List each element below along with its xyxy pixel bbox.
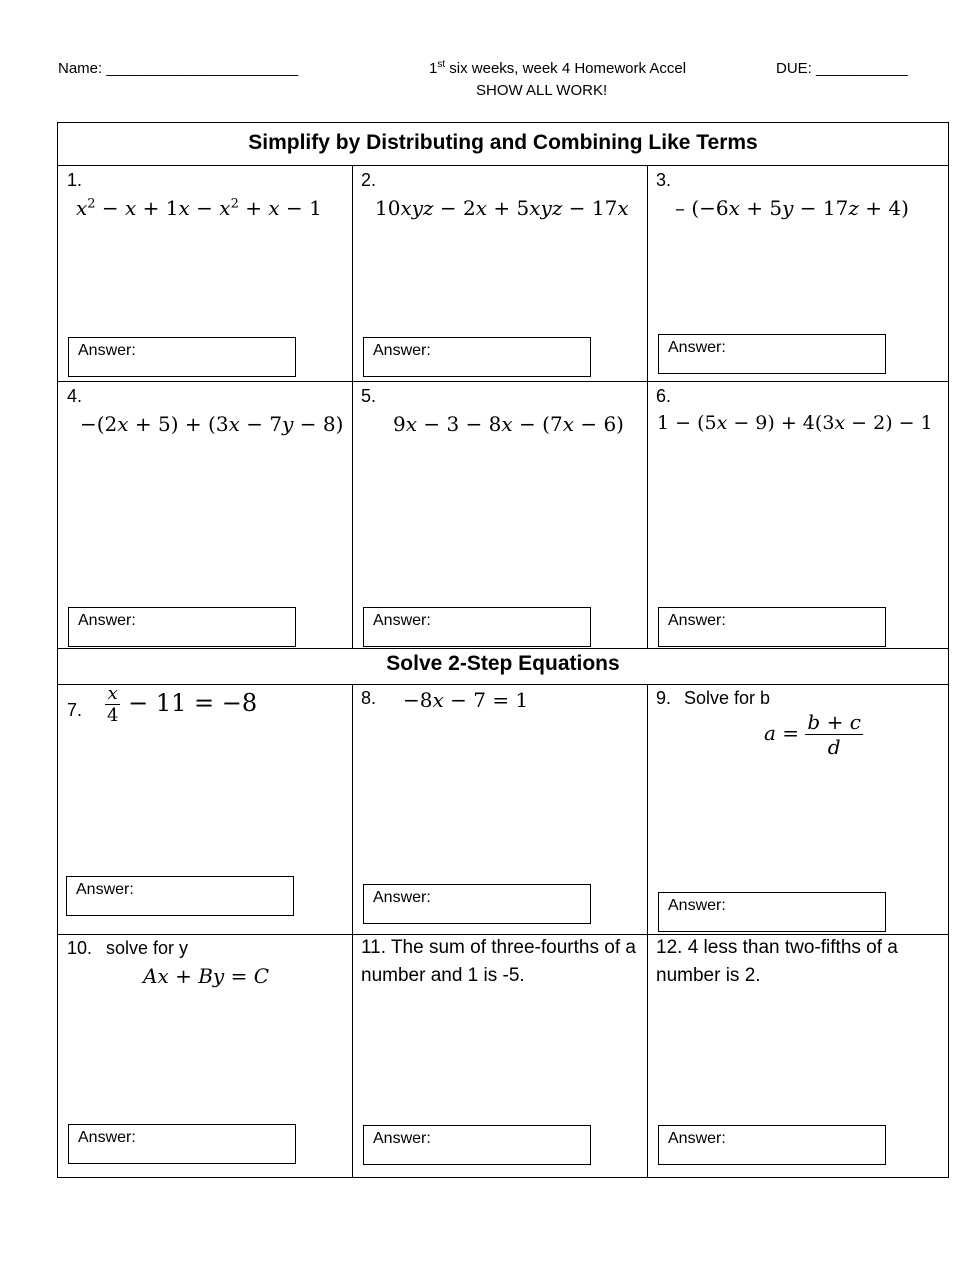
worksheet-grid [57,122,949,1178]
answer-label: Answer: [76,881,134,898]
problem-number: 7. [67,700,83,720]
title-superscript: st [437,59,446,70]
problem-10-equation: Ax + By = C [143,964,270,988]
answer-box-8[interactable] [363,884,591,924]
answer-box-7[interactable] [66,876,294,916]
answer-box-2[interactable] [363,337,591,377]
problem-10-instruction: solve for y [106,938,189,958]
answer-label: Answer: [373,889,431,906]
answer-box-4[interactable] [68,607,296,647]
assignment-title [429,60,686,77]
section-title-equations: Solve 2-Step Equations [386,652,620,675]
title-text: six weeks, week 4 Homework Accel [445,60,687,77]
due-field[interactable]: DUE: ___________ [776,60,908,77]
answer-label: Answer: [668,339,726,356]
answer-box-10[interactable] [68,1124,296,1164]
problem-3-expression: – (−6x + 5y − 17z + 4) [675,196,909,220]
answer-box-5[interactable] [363,607,591,647]
problem-number: 6. [656,386,672,406]
problem-11-text: 11. The sum of three-fourths of a number and 1 is -5. [361,937,636,986]
problem-1-expression: $x^2 - x + 1x - x^2 + x - 1$ [76,196,322,220]
answer-label: Answer: [78,342,136,359]
problem-7-equation: $\frac{x}{4}$ − 11 = −8 [107,683,258,726]
divider [58,381,948,382]
answer-label: Answer: [668,1130,726,1147]
answer-box-6[interactable] [658,607,886,647]
answer-label: Answer: [373,1130,431,1147]
answer-label: Answer: [78,612,136,629]
answer-label: Answer: [373,342,431,359]
problem-number: 8. [361,688,377,708]
section-title-simplify: Simplify by Distributing and Combining Like Terms [248,131,758,154]
answer-label: Answer: [668,897,726,914]
problem-9-equation: a = $\frac{b + c}{d}$ [764,710,861,759]
answer-label: Answer: [373,612,431,629]
title-number: 1 [429,60,438,77]
problem-12-text: 12. 4 less than two-fifths of a number is 2. [656,937,898,986]
divider [352,165,353,648]
instruction-text: SHOW ALL WORK! [476,82,608,99]
problem-number: 4. [67,386,83,406]
answer-box-1[interactable] [68,337,296,377]
divider [58,165,948,166]
problem-number: 2. [361,170,377,190]
problem-8-equation: −8x − 7 = 1 [403,688,529,712]
answer-label: Answer: [668,612,726,629]
problem-number: 1. [67,170,83,190]
divider [352,684,353,1178]
name-field[interactable]: Name: _______________________ [58,60,299,77]
problem-9-instruction: Solve for b [684,688,771,708]
problem-number: 5. [361,386,377,406]
problem-5-expression: 9x − 3 − 8x − (7x − 6) [393,412,624,436]
problem-2-expression: 10xyz − 2x + 5xyz − 17x [375,196,629,220]
answer-box-11[interactable] [363,1125,591,1165]
divider [647,165,648,648]
answer-label: Answer: [78,1129,136,1146]
answer-box-9[interactable] [658,892,886,932]
problem-4-expression: −(2x + 5) + (3x − 7y − 8) [80,412,344,436]
divider [58,648,948,649]
problem-number: 9. [656,688,672,708]
problem-number: 3. [656,170,672,190]
answer-box-3[interactable] [658,334,886,374]
divider [647,684,648,1178]
problem-6-expression: 1 − (5x − 9) + 4(3x − 2) − 1 [657,412,933,434]
answer-box-12[interactable] [658,1125,886,1165]
problem-number: 10. [67,938,93,958]
